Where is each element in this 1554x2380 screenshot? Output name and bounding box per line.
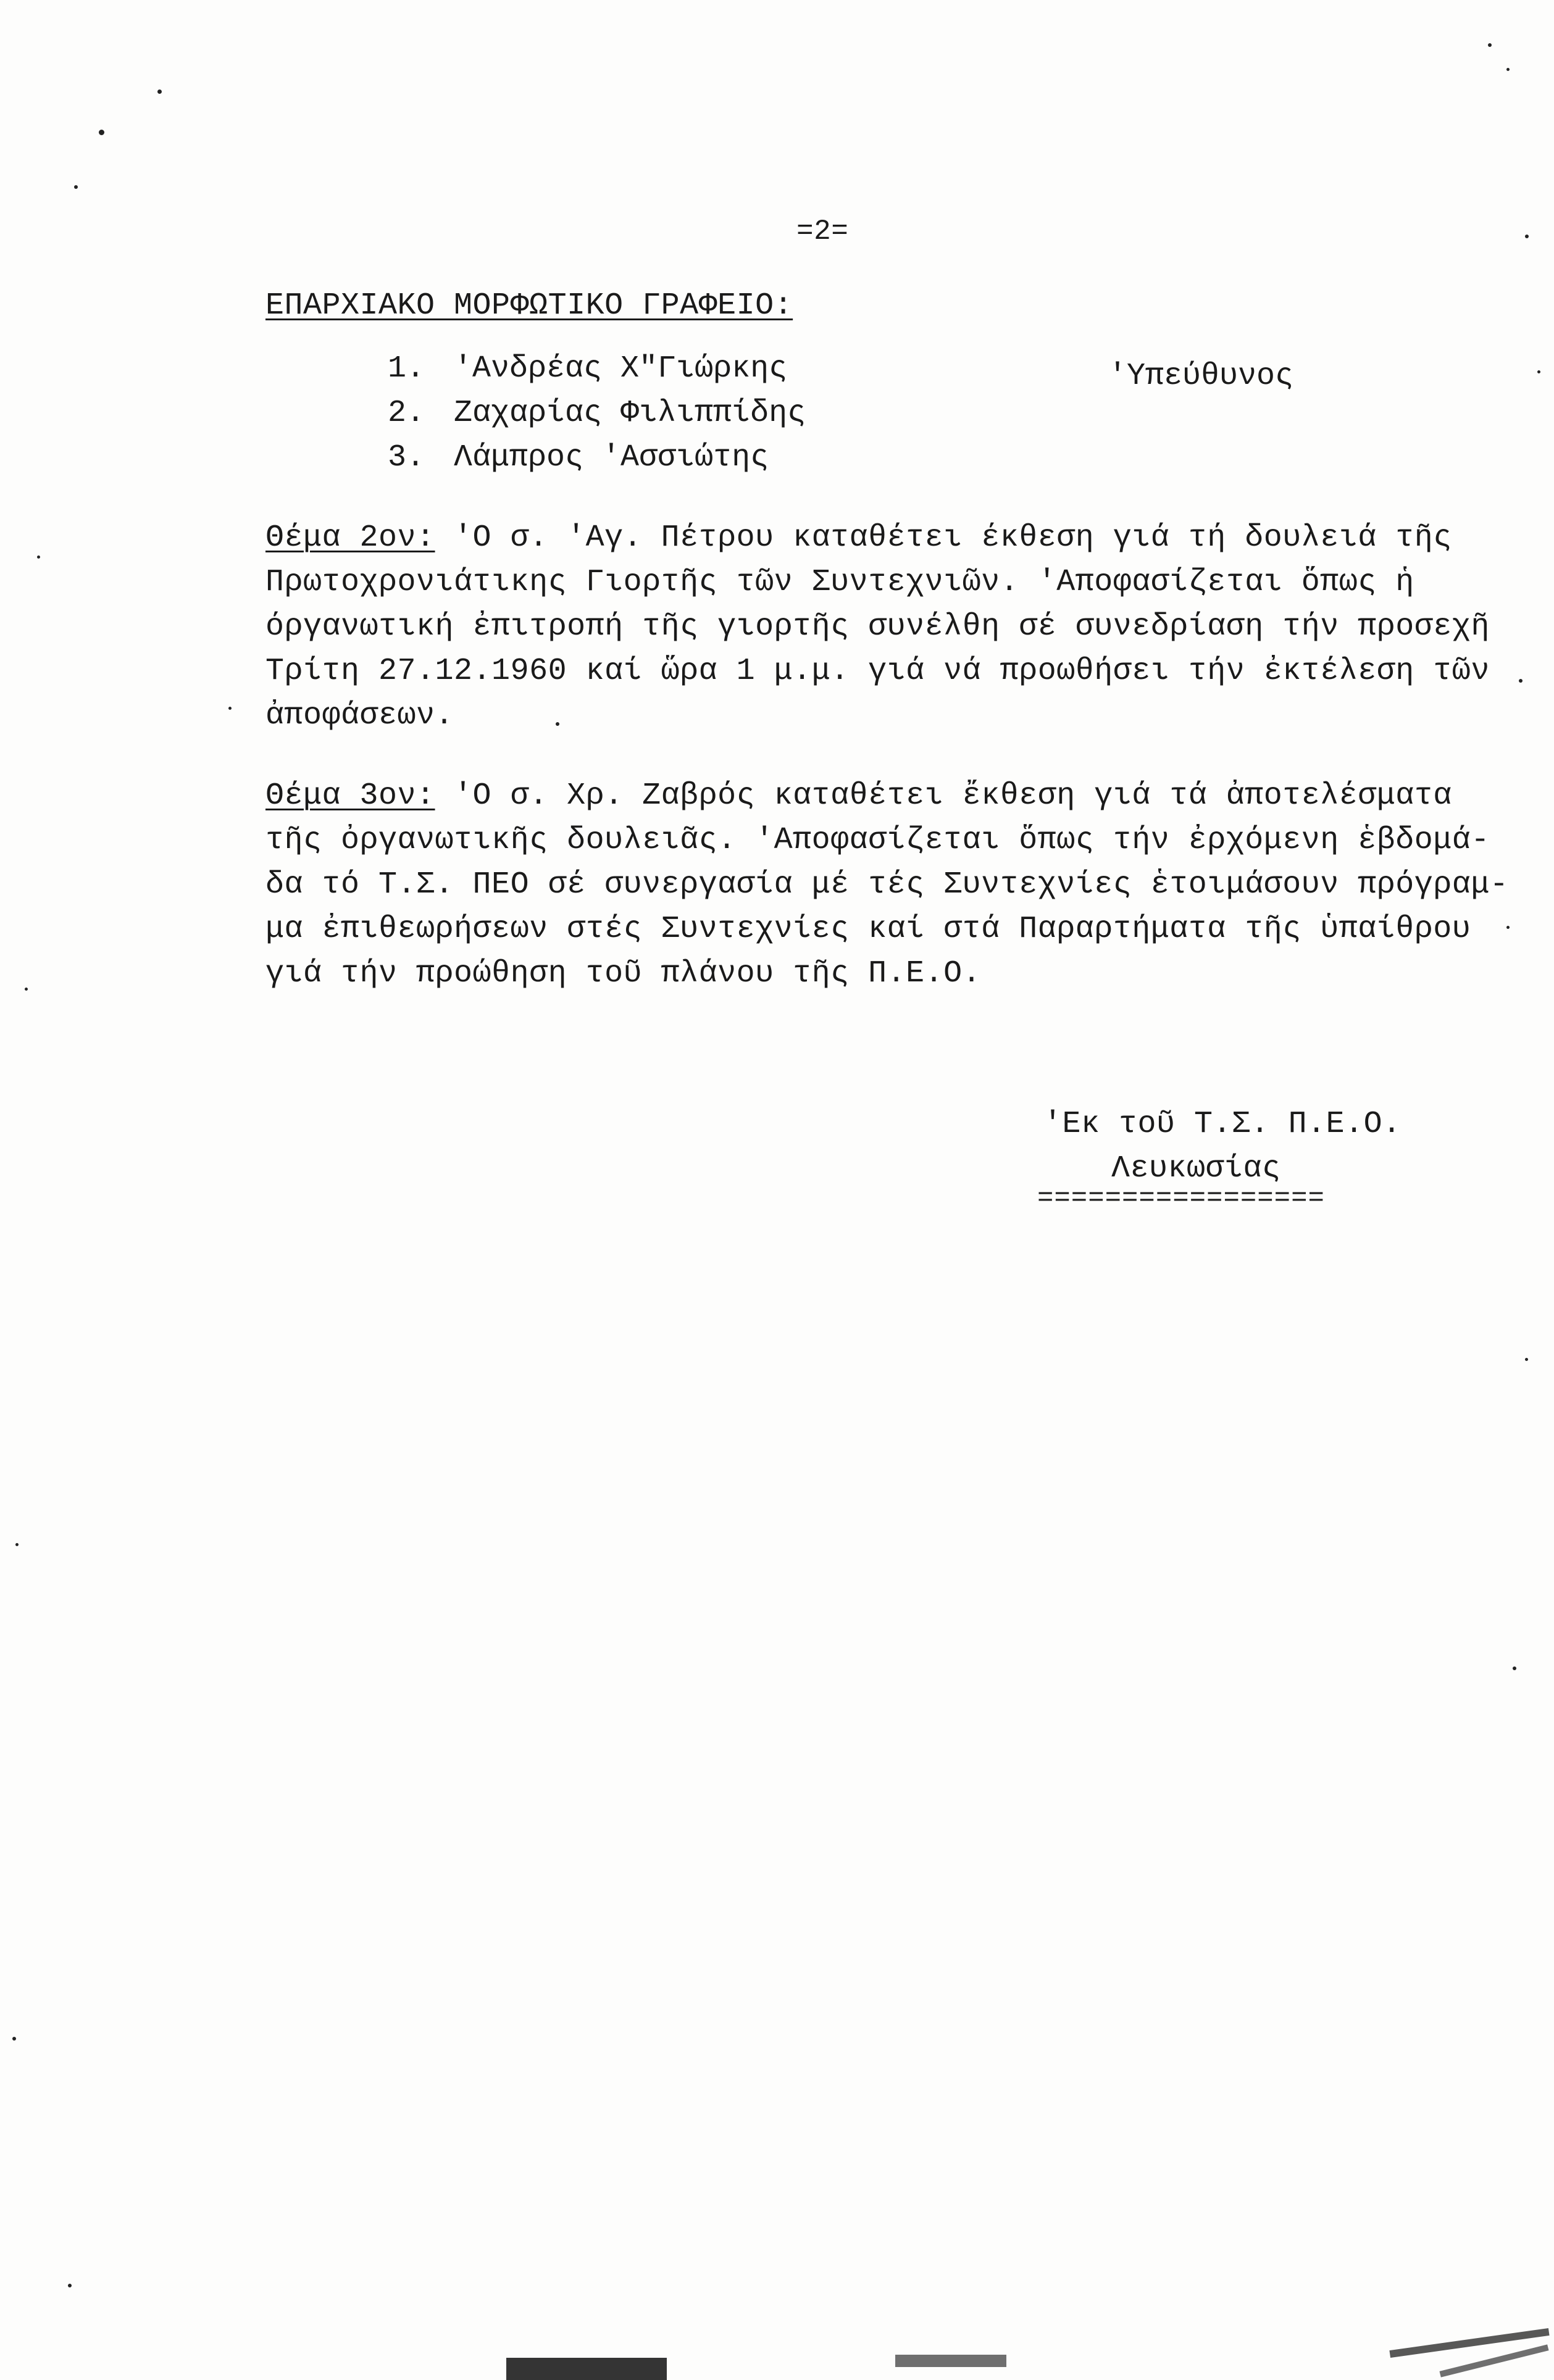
speck	[1525, 1358, 1528, 1361]
topic3-line: μα ἐπιθεωρήσεων στές Συντεχνίες καί στά Παραρτήματα τῆς ὑπαίθρου	[265, 912, 1471, 947]
topic3-line: δα τό Τ.Σ. ΠΕΟ σέ συνεργασία μέ τές Συντεχνίες ἑτοιμάσουν πρόγραμ-	[265, 867, 1509, 902]
speck	[1506, 68, 1510, 71]
signature-rule: =================	[1037, 1183, 1325, 1214]
speck	[1525, 235, 1529, 238]
scan-smudge	[1439, 2344, 1548, 2377]
speck	[1488, 43, 1492, 47]
speck	[74, 185, 78, 189]
topic3-line: τῆς ὀργανωτικῆς δουλειᾶς. 'Αποφασίζεται ὅπως τήν ἐρχόμενη ἑβδομά-	[265, 823, 1490, 858]
speck	[1513, 1666, 1516, 1670]
member-name: Ζαχαρίας Φιλιππίδης	[454, 396, 806, 431]
topic2-text: 'Ο σ. 'Αγ. Πέτρου καταθέτει έκθεση γιά τή δουλειά τῆς	[435, 520, 1452, 555]
speck	[157, 89, 162, 94]
speck	[15, 1543, 19, 1546]
speck	[25, 988, 28, 991]
member-name: 'Ανδρέας Χ"Γιώρκης	[454, 351, 788, 386]
speck	[12, 2037, 16, 2041]
member-role: 'Υπεύθυνος	[1108, 359, 1294, 394]
scan-smudge	[506, 2358, 667, 2380]
topic2-label: Θέμα 2ον:	[265, 520, 435, 555]
topic3-line: γιά τήν προώθηση τοῦ πλάνου τῆς Π.Ε.Ο.	[265, 956, 982, 991]
speck	[99, 130, 104, 135]
topic3-text: 'Ο σ. Χρ. Ζαβρός καταθέτει ἔκθεση γιά τά ἀποτελέσματα	[435, 778, 1452, 813]
scan-smudge	[895, 2355, 1006, 2367]
member-number: 3.	[388, 440, 425, 475]
speck	[68, 2284, 72, 2287]
signature-place: Λευκωσίας	[1111, 1151, 1281, 1186]
topic2-line: Πρωτοχρονιάτικης Γιορτῆς τῶν Συντεχνιῶν. 'Αποφασίζεται ὅπως ἡ	[265, 565, 1414, 600]
speck	[37, 555, 40, 559]
speck	[556, 722, 559, 726]
speck	[228, 707, 232, 710]
member-number: 1.	[388, 351, 425, 386]
topic2-line: ἀποφάσεων.	[265, 698, 454, 733]
topic2-line: Τρίτη 27.12.1960 καί ὥρα 1 μ.μ. γιά νά προωθήσει τήν ἐκτέλεση τῶν	[265, 654, 1490, 689]
member-name: Λάμπρος 'Ασσιώτης	[454, 440, 769, 475]
topic2-line: όργανωτική ἐπιτροπή τῆς γιορτῆς συνέλθη σέ συνεδρίαση τήν προσεχῆ	[265, 609, 1490, 644]
member-number: 2.	[388, 396, 425, 431]
speck	[1519, 679, 1523, 683]
topic2-first-line	[265, 520, 1452, 557]
speck	[1537, 370, 1540, 373]
office-heading: ΕΠΑΡΧΙΑΚΟ ΜΟΡΦΩΤΙΚΟ ΓΡΑΦΕΙΟ:	[265, 288, 793, 323]
signature-line: 'Εκ τοῦ Τ.Σ. Π.Ε.Ο.	[1043, 1107, 1402, 1142]
speck	[1506, 926, 1510, 929]
page-number: =2=	[796, 215, 849, 248]
topic3-label: Θέμα 3ον:	[265, 778, 435, 813]
topic3-first-line	[265, 778, 1452, 815]
